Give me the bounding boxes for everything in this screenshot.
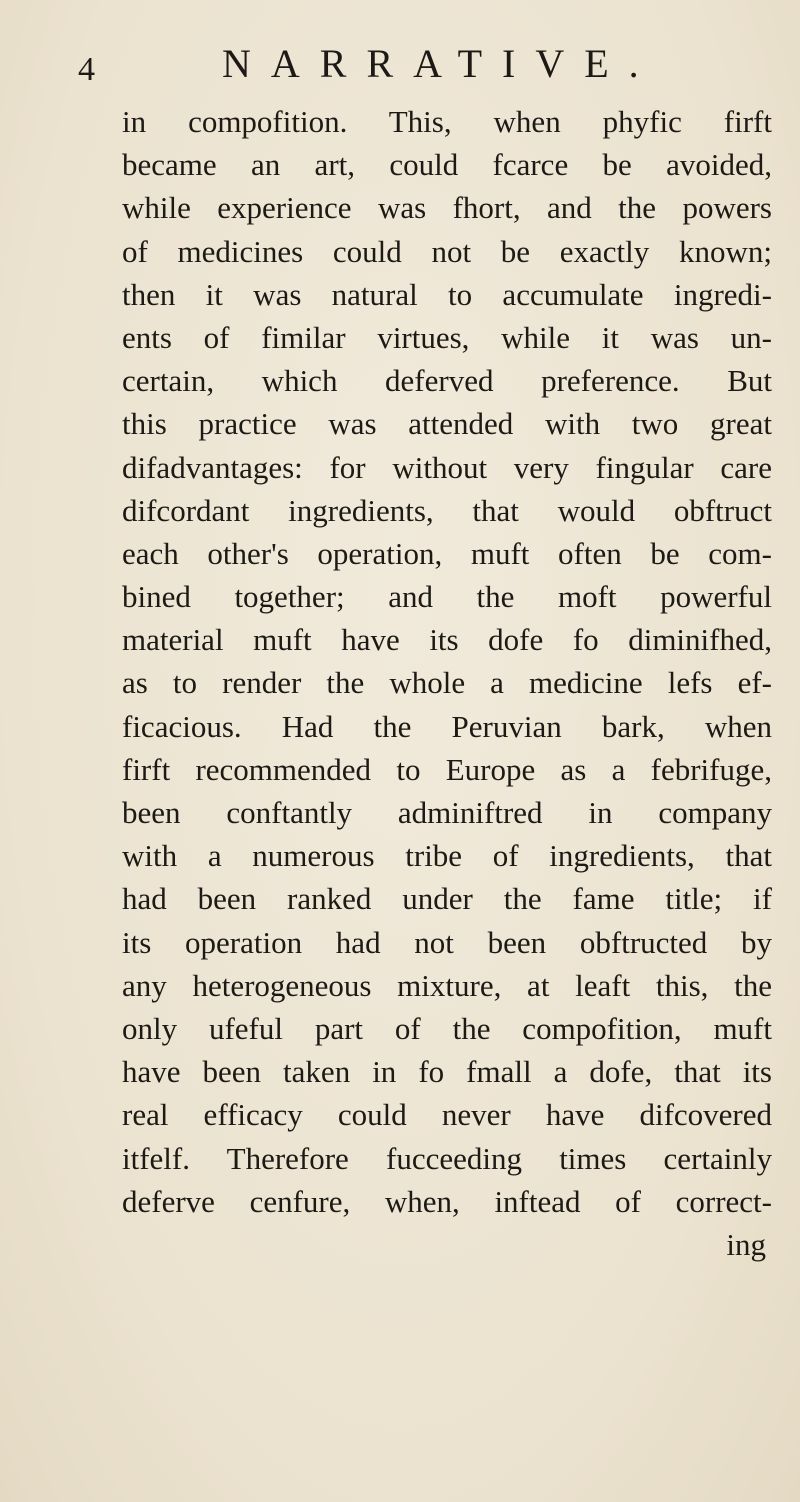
text-line: certain, which deferved preference. But bbox=[122, 363, 772, 399]
text-line: then it was natural to accumulate ingredi- bbox=[122, 276, 772, 312]
running-head bbox=[0, 42, 800, 92]
text-line: each other's operation, muft often be com- bbox=[122, 535, 772, 571]
text-line: material muft have its dofe fo diminifhed, bbox=[122, 622, 772, 658]
catchword: ing bbox=[726, 1226, 766, 1262]
text-line: this practice was attended with two great bbox=[122, 406, 772, 442]
text-line: only ufeful part of the compofition, muft bbox=[122, 1010, 772, 1046]
text-line: as to render the whole a medicine lefs ef- bbox=[122, 665, 772, 701]
text-line: of medicines could not be exactly known; bbox=[122, 233, 772, 269]
text-line: difadvantages: for without very fingular care bbox=[122, 449, 772, 485]
text-line: ficacious. Had the Peruvian bark, when bbox=[122, 708, 772, 744]
text-line: in compofition. This, when phyfic firft bbox=[122, 104, 772, 139]
text-line: its operation had not been obftructed by bbox=[122, 924, 772, 960]
text-line: firft recommended to Europe as a febrifuge, bbox=[122, 751, 772, 787]
text-line: deferve cenfure, when, inftead of correct- bbox=[122, 1183, 772, 1219]
running-head-title: NARRATIVE. bbox=[222, 41, 659, 86]
page-number: 4 bbox=[78, 51, 95, 88]
text-line: became an art, could fcarce be avoided, bbox=[122, 147, 772, 183]
text-line: have been taken in fo fmall a dofe, that its bbox=[122, 1054, 772, 1090]
text-line: while experience was fhort, and the powers bbox=[122, 190, 772, 226]
text-line: ents of fimilar virtues, while it was un- bbox=[122, 319, 772, 355]
text-line: any heterogeneous mixture, at leaft this, the bbox=[122, 967, 772, 1003]
text-line: real efficacy could never have difcovered bbox=[122, 1097, 772, 1133]
text-line: difcordant ingredients, that would obftruct bbox=[122, 492, 772, 528]
text-line: had been ranked under the fame title; if bbox=[122, 881, 772, 917]
text-line: been conftantly adminiftred in company bbox=[122, 795, 772, 830]
text-line: with a numerous tribe of ingredients, that bbox=[122, 838, 772, 874]
text-line: itfelf. Therefore fucceeding times certainly bbox=[122, 1140, 772, 1176]
body-text bbox=[122, 100, 772, 1266]
text-line: bined together; and the moft powerful bbox=[122, 579, 772, 615]
